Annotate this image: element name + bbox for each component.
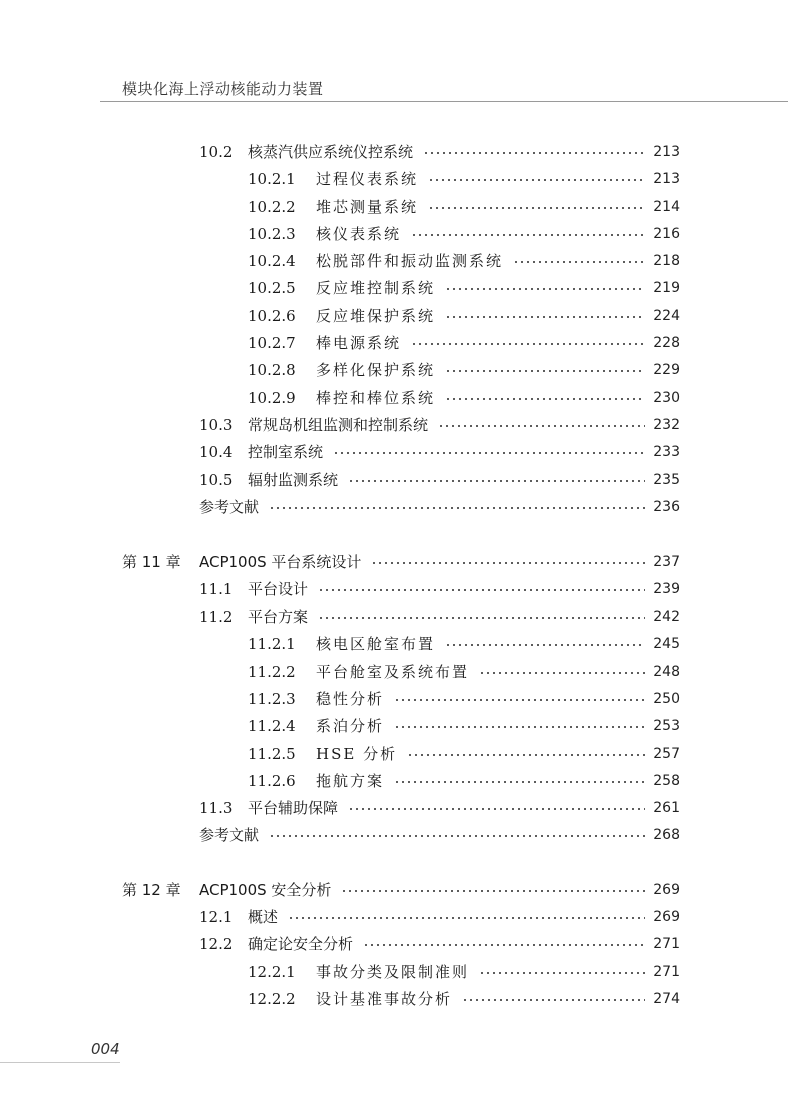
toc-entry-page: 237 xyxy=(653,554,680,570)
toc-entry-page: 239 xyxy=(653,581,680,597)
toc-entry-page: 219 xyxy=(653,280,680,296)
toc-entry[interactable] xyxy=(0,687,800,711)
toc-entry-page: 268 xyxy=(653,827,680,843)
toc-entry-title: 参考文献 xyxy=(199,498,260,516)
toc-entry[interactable] xyxy=(0,331,800,355)
toc-entry[interactable] xyxy=(0,249,800,273)
toc-leader-dots xyxy=(341,890,645,892)
toc-leader-dots xyxy=(269,835,645,837)
toc-entry-page: 258 xyxy=(653,773,680,789)
toc-entry-number: 12.2.1 xyxy=(248,963,296,981)
toc-entry-number: 10.2.1 xyxy=(248,170,296,188)
toc-entry-page: 213 xyxy=(653,144,680,160)
toc-entry-title: 概述 xyxy=(248,908,279,926)
toc-entry-page: 261 xyxy=(653,800,680,816)
toc-entry-number: 10.2.5 xyxy=(248,279,296,297)
toc-entry-page: 214 xyxy=(653,199,680,215)
toc-leader-dots xyxy=(318,617,645,619)
page-number: 004 xyxy=(91,1040,120,1058)
toc-entry-page: 228 xyxy=(653,335,680,351)
toc-entry-title: 平台舱室及系统布置 xyxy=(316,663,470,681)
toc-entry-page: 236 xyxy=(653,499,680,515)
toc-leader-dots xyxy=(348,808,645,810)
toc-entry[interactable] xyxy=(0,742,800,766)
toc-leader-dots xyxy=(445,288,645,290)
toc-entry-page: 229 xyxy=(653,362,680,378)
toc-entry-title: 确定论安全分析 xyxy=(248,935,354,953)
toc-entry[interactable] xyxy=(0,195,800,219)
toc-leader-dots xyxy=(371,562,645,564)
toc-entry-title: 稳性分析 xyxy=(316,690,385,708)
toc-entry-title: 平台辅助保障 xyxy=(248,799,339,817)
toc-leader-dots xyxy=(318,589,645,591)
toc-entry-number: 11.2.1 xyxy=(248,635,296,653)
toc-entry-number: 10.2.8 xyxy=(248,361,296,379)
toc-entry-page: 271 xyxy=(653,964,680,980)
toc-entry-page: 269 xyxy=(653,909,680,925)
toc-entry-title: 棒电源系统 xyxy=(316,334,402,352)
toc-entry-title: 棒控和棒位系统 xyxy=(316,389,436,407)
toc-entry-number: 12.2.2 xyxy=(248,990,296,1008)
toc-entry[interactable] xyxy=(0,440,800,464)
toc-entry[interactable] xyxy=(0,222,800,246)
toc-leader-dots xyxy=(513,261,645,263)
toc-entry-title: HSE 分析 xyxy=(316,745,398,763)
toc-entry-title: 系泊分析 xyxy=(316,717,385,735)
toc-entry-number: 11.1 xyxy=(199,580,233,598)
toc-leader-dots xyxy=(479,672,645,674)
toc-entry[interactable] xyxy=(0,714,800,738)
toc-entry-title: 设计基准事故分析 xyxy=(316,990,453,1008)
toc-entry[interactable] xyxy=(0,386,800,410)
toc-leader-dots xyxy=(394,781,645,783)
toc-entry[interactable] xyxy=(0,796,800,820)
toc-entry-page: 250 xyxy=(653,691,680,707)
toc-entry[interactable] xyxy=(0,413,800,437)
toc-leader-dots xyxy=(363,944,645,946)
toc-entry-number: 10.2.2 xyxy=(248,198,296,216)
toc-entry[interactable] xyxy=(0,769,800,793)
toc-leader-dots xyxy=(438,425,645,427)
toc-entry-title: 反应堆保护系统 xyxy=(316,307,436,325)
running-header: 模块化海上浮动核能动力装置 xyxy=(122,80,324,98)
toc-entry-title: 平台方案 xyxy=(248,608,309,626)
toc-leader-dots xyxy=(428,207,645,209)
toc-entry-title: 松脱部件和振动监测系统 xyxy=(316,252,504,270)
toc-entry-page: 216 xyxy=(653,226,680,242)
toc-leader-dots xyxy=(411,234,645,236)
toc-leader-dots xyxy=(445,644,645,646)
toc-leader-dots xyxy=(269,507,645,509)
toc-entry-page: 224 xyxy=(653,308,680,324)
toc-leader-dots xyxy=(394,726,645,728)
toc-entry-title: 控制室系统 xyxy=(248,443,324,461)
toc-leader-dots xyxy=(411,343,645,345)
toc-entry[interactable] xyxy=(0,577,800,601)
toc-entry-page: 235 xyxy=(653,472,680,488)
toc-entry-title: ACP100S 平台系统设计 xyxy=(199,553,362,571)
toc-leader-dots xyxy=(445,398,645,400)
toc-leader-dots xyxy=(333,452,645,454)
toc-entry-title: 多样化保护系统 xyxy=(316,361,436,379)
toc-entry-title: 核仪表系统 xyxy=(316,225,402,243)
toc-entry-page: 248 xyxy=(653,664,680,680)
toc-entry-page: 253 xyxy=(653,718,680,734)
toc-entry-number: 第 12 章 xyxy=(122,881,181,899)
toc-entry-number: 10.2.3 xyxy=(248,225,296,243)
toc-entry-page: 233 xyxy=(653,444,680,460)
toc-entry-title: 核电区舱室布置 xyxy=(316,635,436,653)
toc-entry-number: 10.2.6 xyxy=(248,307,296,325)
toc-entry-page: 242 xyxy=(653,609,680,625)
toc-entry-number: 11.2.2 xyxy=(248,663,296,681)
toc-leader-dots xyxy=(394,699,645,701)
toc-leader-dots xyxy=(428,179,645,181)
toc-entry[interactable] xyxy=(0,987,800,1011)
toc-entry-page: 271 xyxy=(653,936,680,952)
toc-chapter-entry[interactable] xyxy=(0,550,800,574)
toc-entry-page: 257 xyxy=(653,746,680,762)
toc-entry-title: 事故分类及限制准则 xyxy=(316,963,470,981)
toc-entry-number: 11.3 xyxy=(199,799,233,817)
toc-entry-page: 274 xyxy=(653,991,680,1007)
toc-entry-page: 218 xyxy=(653,253,680,269)
toc-entry[interactable] xyxy=(0,932,800,956)
toc-leader-dots xyxy=(462,999,645,1001)
toc-leader-dots xyxy=(407,754,645,756)
toc-entry-number: 11.2.6 xyxy=(248,772,296,790)
toc-entry[interactable] xyxy=(0,632,800,656)
toc-entry[interactable] xyxy=(0,823,800,847)
toc-entry[interactable] xyxy=(0,358,800,382)
toc-entry-title: 辐射监测系统 xyxy=(248,471,339,489)
toc-entry[interactable] xyxy=(0,140,800,164)
toc-entry[interactable] xyxy=(0,167,800,191)
toc-entry-number: 11.2 xyxy=(199,608,233,626)
toc-entry-number: 10.3 xyxy=(199,416,233,434)
toc-entry[interactable] xyxy=(0,960,800,984)
toc-entry-number: 11.2.3 xyxy=(248,690,296,708)
toc-entry-title: 核蒸汽供应系统仪控系统 xyxy=(248,143,414,161)
toc-entry-number: 10.2.9 xyxy=(248,389,296,407)
toc-leader-dots xyxy=(423,152,645,154)
toc-entry[interactable] xyxy=(0,495,800,519)
toc-leader-dots xyxy=(445,316,645,318)
toc-entry-title: 堆芯测量系统 xyxy=(316,198,419,216)
footer-rule xyxy=(0,1062,120,1063)
toc-entry-number: 11.2.5 xyxy=(248,745,296,763)
toc-entry[interactable] xyxy=(0,905,800,929)
toc-entry[interactable] xyxy=(0,276,800,300)
toc-entry[interactable] xyxy=(0,660,800,684)
toc-entry-page: 245 xyxy=(653,636,680,652)
toc-entry[interactable] xyxy=(0,304,800,328)
toc-entry-title: 平台设计 xyxy=(248,580,309,598)
toc-entry-title: 常规岛机组监测和控制系统 xyxy=(248,416,429,434)
toc-leader-dots xyxy=(445,370,645,372)
toc-entry-number: 10.2.7 xyxy=(248,334,296,352)
toc-entry-number: 10.2 xyxy=(199,143,233,161)
toc-leader-dots xyxy=(479,972,645,974)
toc-entry-page: 269 xyxy=(653,882,680,898)
toc-entry-page: 232 xyxy=(653,417,680,433)
header-rule xyxy=(100,101,788,102)
toc-entry-title: 反应堆控制系统 xyxy=(316,279,436,297)
toc-entry-title: 过程仪表系统 xyxy=(316,170,419,188)
toc-entry-page: 230 xyxy=(653,390,680,406)
toc-entry-number: 12.2 xyxy=(199,935,233,953)
toc-entry[interactable] xyxy=(0,605,800,629)
toc-entry-number: 10.4 xyxy=(199,443,233,461)
toc-leader-dots xyxy=(348,480,645,482)
toc-entry-number: 10.5 xyxy=(199,471,233,489)
toc-entry-title: 参考文献 xyxy=(199,826,260,844)
toc-entry[interactable] xyxy=(0,468,800,492)
toc-entry-page: 213 xyxy=(653,171,680,187)
toc-entry-number: 12.1 xyxy=(199,908,233,926)
toc-entry-number: 10.2.4 xyxy=(248,252,296,270)
toc-entry-number: 第 11 章 xyxy=(122,553,181,571)
toc-entry-number: 11.2.4 xyxy=(248,717,296,735)
toc-leader-dots xyxy=(288,917,645,919)
toc-entry-title: 拖航方案 xyxy=(316,772,385,790)
toc-entry-title: ACP100S 安全分析 xyxy=(199,881,332,899)
toc-chapter-entry[interactable] xyxy=(0,878,800,902)
